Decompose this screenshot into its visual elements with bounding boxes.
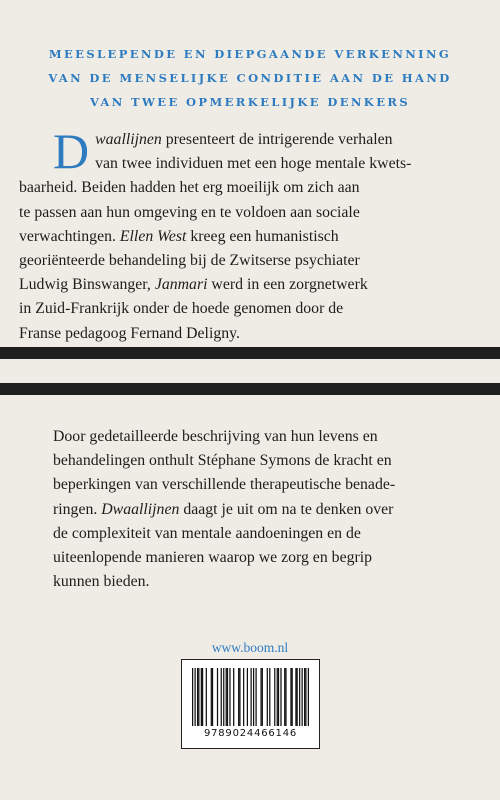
- barcode-bar: [305, 668, 306, 726]
- drop-cap: D: [53, 123, 90, 179]
- intro-line: [19, 225, 458, 249]
- barcode-bar: [206, 668, 207, 726]
- intro-text: kreeg een humanistisch: [186, 227, 339, 245]
- barcode-bar: [262, 668, 263, 726]
- name-italic: Janmari: [154, 276, 208, 294]
- barcode-bar: [198, 668, 199, 726]
- barcode: [181, 659, 320, 749]
- tagline-line: VAN DE MENSELIJKE CONDITIE AAN DE HAND: [48, 71, 452, 85]
- barcode-bar: [285, 668, 286, 726]
- barcode-bar: [274, 668, 275, 726]
- barcode-bar: [302, 668, 303, 726]
- tagline: [0, 42, 500, 114]
- body-line: kunnen bieden.: [53, 573, 150, 591]
- barcode-bar: [260, 668, 261, 726]
- barcode-bar: [290, 668, 291, 726]
- intro-line: van twee individuen met een hoge mentale kwets-: [95, 155, 412, 173]
- barcode-bar: [280, 668, 281, 726]
- body-text: daagt je uit om na te denken over: [179, 500, 394, 518]
- intro-text: verwachtingen.: [19, 227, 120, 245]
- divider-band: [0, 347, 500, 359]
- barcode-bar: [277, 668, 278, 726]
- barcode-bar: [251, 668, 252, 726]
- barcode-bar: [243, 668, 244, 726]
- body-text: ringen.: [53, 500, 102, 518]
- tagline-line: VAN TWEE OPMERKELIJKE DENKERS: [89, 95, 411, 109]
- body-paragraph: [53, 425, 458, 594]
- barcode-bar: [278, 668, 279, 726]
- intro-line: [19, 273, 458, 297]
- name-italic: Ellen West: [119, 227, 187, 245]
- barcode-bar: [223, 668, 224, 726]
- barcode-bar: [233, 668, 234, 726]
- barcode-bar: [227, 668, 228, 726]
- barcode-bar: [201, 668, 202, 726]
- title-italic: Dwaallijnen: [101, 500, 180, 518]
- intro-line: georiënteerde behandeling bij de Zwitserse psychiater: [19, 252, 360, 270]
- barcode-bar: [229, 668, 230, 726]
- barcode-bar: [269, 668, 270, 726]
- tagline-line: MEESLEPENDE EN DIEPGAANDE VERKENNING: [48, 47, 452, 61]
- body-line: [53, 498, 458, 522]
- isbn-number: 9789024466146: [203, 728, 298, 739]
- body-line: beperkingen van verschillende therapeutische benade-: [53, 476, 396, 494]
- intro-line: Franse pedagoog Fernand Deligny.: [19, 324, 240, 342]
- barcode-bar: [202, 668, 203, 726]
- barcode-bar: [238, 668, 239, 726]
- intro-text: presenteert de intrigerende verhalen: [161, 131, 393, 148]
- body-line: Door gedetailleerde beschrijving van hun levens en: [53, 428, 378, 445]
- intro-text: werd in een zorgnetwerk: [207, 276, 368, 294]
- barcode-bar: [211, 668, 212, 726]
- barcode-bar: [212, 668, 213, 726]
- body-line: uiteenlopende manieren waarop we zorg en begrip: [53, 549, 373, 567]
- intro-line: [53, 128, 458, 152]
- barcode-bar: [267, 668, 268, 726]
- barcode-bar: [194, 668, 195, 726]
- barcode-bar: [297, 668, 298, 726]
- intro-line: te passen aan hun omgeving en te voldoen aan sociale: [19, 203, 360, 221]
- barcode-bar: [299, 668, 300, 726]
- body-line: behandelingen onthult Stéphane Symons de kracht en: [53, 452, 392, 470]
- barcode-bar: [239, 668, 240, 726]
- barcode-bar: [292, 668, 293, 726]
- barcode-bar: [284, 668, 285, 726]
- barcode-bar: [295, 668, 296, 726]
- barcode-bar: [247, 668, 248, 726]
- publisher-website: www.boom.nl: [211, 640, 289, 655]
- intro-text: Ludwig Binswanger,: [19, 276, 155, 294]
- body-line: de complexiteit van mentale aandoeningen en de: [53, 524, 361, 542]
- barcode-bar: [304, 668, 305, 726]
- intro-line: in Zuid-Frankrijk onder de hoede genomen door de: [19, 300, 344, 318]
- barcode-bar: [192, 668, 193, 726]
- barcode-bar: [217, 668, 218, 726]
- barcode-bar: [226, 668, 227, 726]
- barcode-bars: [192, 668, 309, 726]
- barcode-bar: [221, 668, 222, 726]
- intro-line: baarheid. Beiden hadden het erg moeilijk om zich aan: [19, 179, 360, 197]
- intro-paragraph: [19, 123, 458, 346]
- barcode-bar: [197, 668, 198, 726]
- divider-band: [0, 383, 500, 395]
- barcode-bar: [253, 668, 254, 726]
- barcode-bar: [308, 668, 309, 726]
- barcode-bar: [255, 668, 256, 726]
- title-italic: waallijnen: [95, 131, 162, 148]
